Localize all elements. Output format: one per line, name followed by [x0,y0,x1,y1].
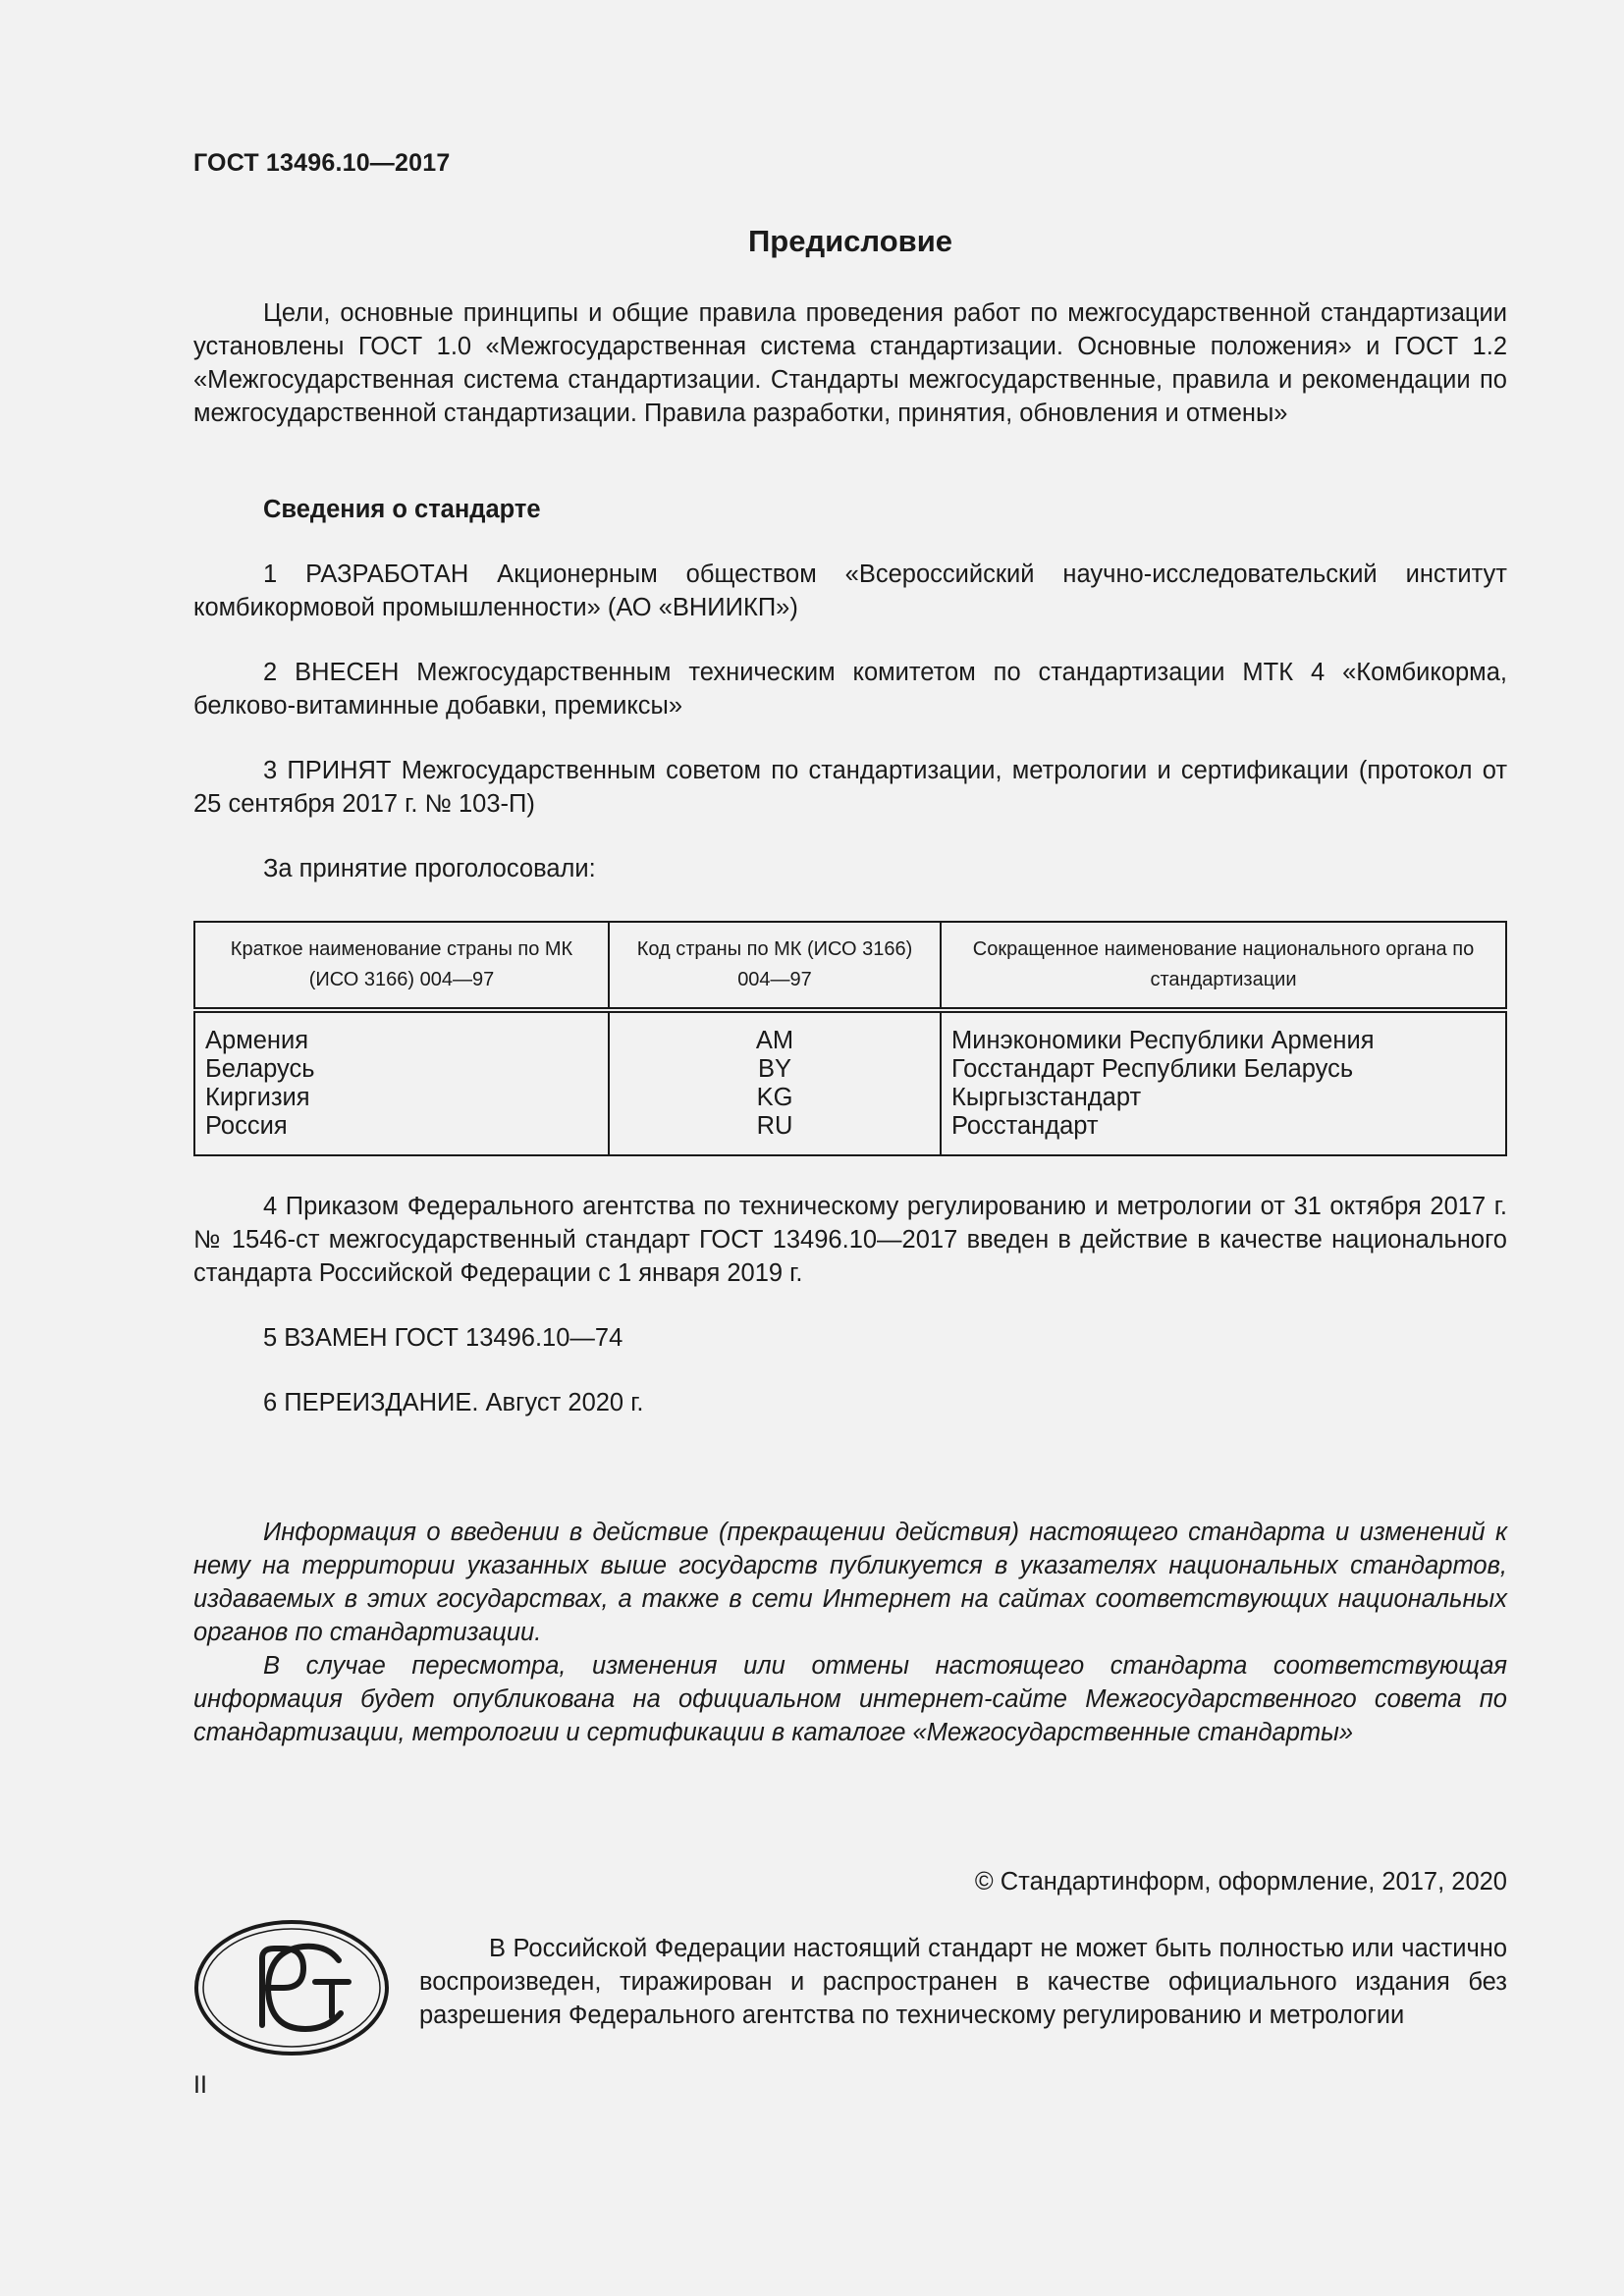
table-header-country: Краткое наименование страны по МК (ИСО 3166) 004—97 [194,922,609,1010]
item-developed: 1 РАЗРАБОТАН Акционерным обществом «Всероссийский научно-исследовательский институт комбикормовой промышленности» (АО «ВНИИКП») [193,561,1507,621]
country-column [194,1010,609,1155]
code-cell: AM [755,1027,794,1054]
table-header-code: Код страны по МК (ИСО 3166) 004—97 [609,922,941,1010]
code-cell: KG [756,1084,793,1111]
document-page [193,0,1507,2296]
document-id: ГОСТ 13496.10—2017 [193,149,451,177]
table-header-row [194,922,1506,1010]
body-cell: Госстандарт Республики Беларусь [951,1055,1354,1083]
body-cell: Минэкономики Республики Армения [951,1027,1375,1054]
item-replaces: 5 ВЗАМЕН ГОСТ 13496.10—74 [263,1324,623,1352]
body-column [941,1010,1506,1155]
country-cell: Беларусь [205,1055,315,1083]
item-adopted: 3 ПРИНЯТ Межгосударственным советом по стандартизации, метрологии и сертификации (протокол от 25 сентября 2017 г. № 103-П) [193,757,1507,818]
info-paragraph-2: В случае пересмотра, изменения или отмены настоящего стандарта соответствующая информация будет опубликована на официальном интернет-сайте Межгосударственного совета по стандартизации, метрологии и сертификации в каталоге «Межгосударственные стандарты» [193,1652,1507,1746]
table-row [194,1010,1506,1155]
page-title: Предисловие [747,224,952,258]
reproduction-notice: В Российской Федерации настоящий стандарт не может быть полностью или частично воспроизведен, тиражирован и распространен в качестве официального издания без разрешения Федерального агентства по техническому регулированию и метрологии [419,1935,1507,2029]
section-heading: Сведения о стандарте [263,496,541,523]
code-cell: BY [757,1055,792,1083]
page-number: II [193,2071,207,2099]
code-cell: RU [756,1112,793,1140]
item-reissue: 6 ПЕРЕИЗДАНИЕ. Август 2020 г. [263,1389,644,1416]
body-cell: Росстандарт [951,1112,1099,1140]
body-cell: Кыргызстандарт [951,1084,1142,1111]
copyright-line: © Стандартинформ, оформление, 2017, 2020 [974,1868,1507,1896]
country-cell: Армения [205,1027,309,1054]
voted-intro: За принятие проголосовали: [263,855,596,882]
table-header-body: Сокращенное наименование национального органа по стандартизации [941,922,1506,1010]
voting-table [193,921,1507,1156]
country-cell: Россия [205,1112,288,1140]
code-column [609,1010,941,1155]
country-cell: Киргизия [205,1084,310,1111]
rst-logo-icon [193,1919,390,2056]
item-order: 4 Приказом Федерального агентства по техническому регулированию и метрологии от 31 октября 2017 г. № 1546-ст межгосударственный стандарт ГОСТ 13496.10—2017 введен в действие в качестве национального стандарта Российской Федерации с 1 января 2019 г. [193,1193,1507,1287]
intro-paragraph: Цели, основные принципы и общие правила проведения работ по межгосударственной стандартизации установлены ГОСТ 1.0 «Межгосударственная система стандартизации. Основные положения» и ГОСТ 1.2 «Межгосударственная система стандартизации. Стандарты межгосударственные, правила и рекомендации по межгосударственной стандартизации. Правила разработки, принятия, обновления и отмены» [193,299,1507,427]
item-submitted: 2 ВНЕСЕН Межгосударственным техническим комитетом по стандартизации МТК 4 «Комбикорма, белково-витаминные добавки, премиксы» [193,659,1507,720]
info-paragraph-1: Информация о введении в действие (прекращении действия) настоящего стандарта и изменений к нему на территории указанных выше государств публикуется в указателях национальных стандартов, издаваемых в этих государствах, а также в сети Интернет на сайтах соответствующих национальных органов по стандартизации. [193,1519,1507,1646]
